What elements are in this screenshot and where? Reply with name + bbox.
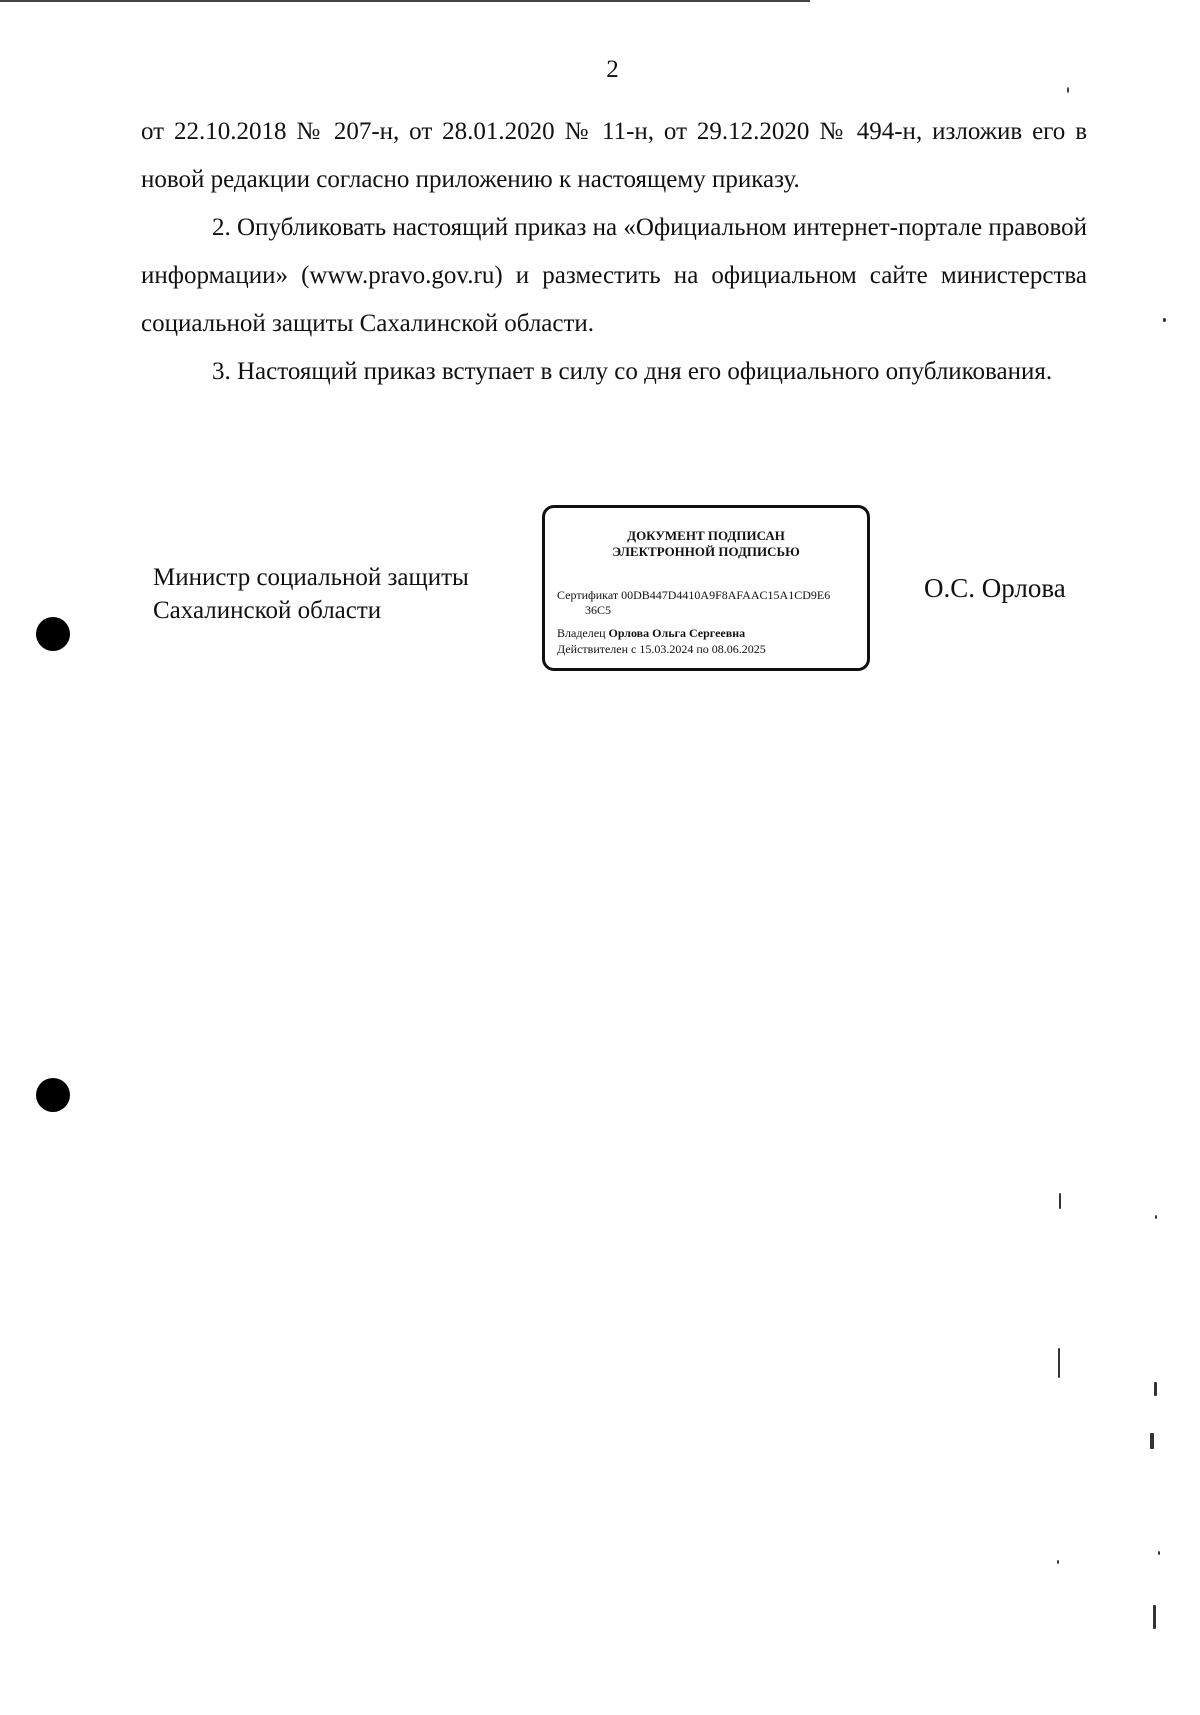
scan-speck	[1155, 1215, 1157, 1219]
scan-speck	[1163, 318, 1166, 322]
signer-position-line-1: Министр социальной защиты	[153, 564, 469, 591]
stamp-owner	[557, 626, 745, 640]
stamp-validity: Действителен с 15.03.2024 по 08.06.2025	[557, 642, 766, 656]
scan-speck	[1153, 1605, 1156, 1629]
scan-speck	[1067, 87, 1069, 93]
signature-block	[0, 505, 1200, 685]
scan-speck	[1059, 1193, 1061, 1209]
punch-hole-bottom	[36, 1078, 70, 1112]
signer-position-line-2: Сахалинской области	[153, 597, 382, 624]
scan-speck	[1154, 1382, 1157, 1396]
signer-name: О.С. Орлова	[924, 573, 1066, 603]
paragraph-continuation: от 22.10.2018 № 207-н, от 28.01.2020 № 11-н, от 29.12.2020 № 494-н, изложив его в новой редакции согласно приложению к настоящему приказу.	[141, 118, 1087, 193]
scan-speck	[1150, 1433, 1154, 1449]
electronic-signature-stamp	[542, 505, 870, 671]
scan-speck	[1057, 1560, 1059, 1564]
stamp-certificate-value: 00DB447D4410A9F8AFAAC15A1CD9E6	[621, 588, 831, 602]
top-edge-rule	[0, 0, 810, 2]
stamp-owner-value: Орлова Ольга Сергеевна	[608, 626, 746, 640]
signer-position	[153, 561, 469, 627]
document-body	[141, 108, 1087, 396]
stamp-certificate-tail: 36C5	[585, 603, 612, 617]
scan-speck	[1058, 1348, 1060, 1378]
stamp-certificate-label: Сертификат	[557, 588, 619, 602]
stamp-heading	[545, 528, 867, 560]
stamp-certificate	[557, 588, 830, 602]
scan-speck	[1158, 1551, 1160, 1555]
paragraph-2-publish: 2. Опубликовать настоящий приказ на «Официальном интернет-портале правовой информации» (www.pravo.gov.ru) и разместить на официальном сайте министерства социальной защиты Сахалинской области.	[141, 214, 1087, 337]
stamp-owner-label: Владелец	[557, 626, 606, 640]
stamp-heading-line-1: ДОКУМЕНТ ПОДПИСАН	[627, 528, 785, 543]
punch-hole-top	[36, 617, 70, 651]
stamp-heading-line-2: ЭЛЕКТРОННОЙ ПОДПИСЬЮ	[612, 544, 800, 559]
paragraph-3-effective: 3. Настоящий приказ вступает в силу со дня его официального опубликования.	[212, 358, 1053, 385]
page-number: 2	[606, 56, 619, 83]
